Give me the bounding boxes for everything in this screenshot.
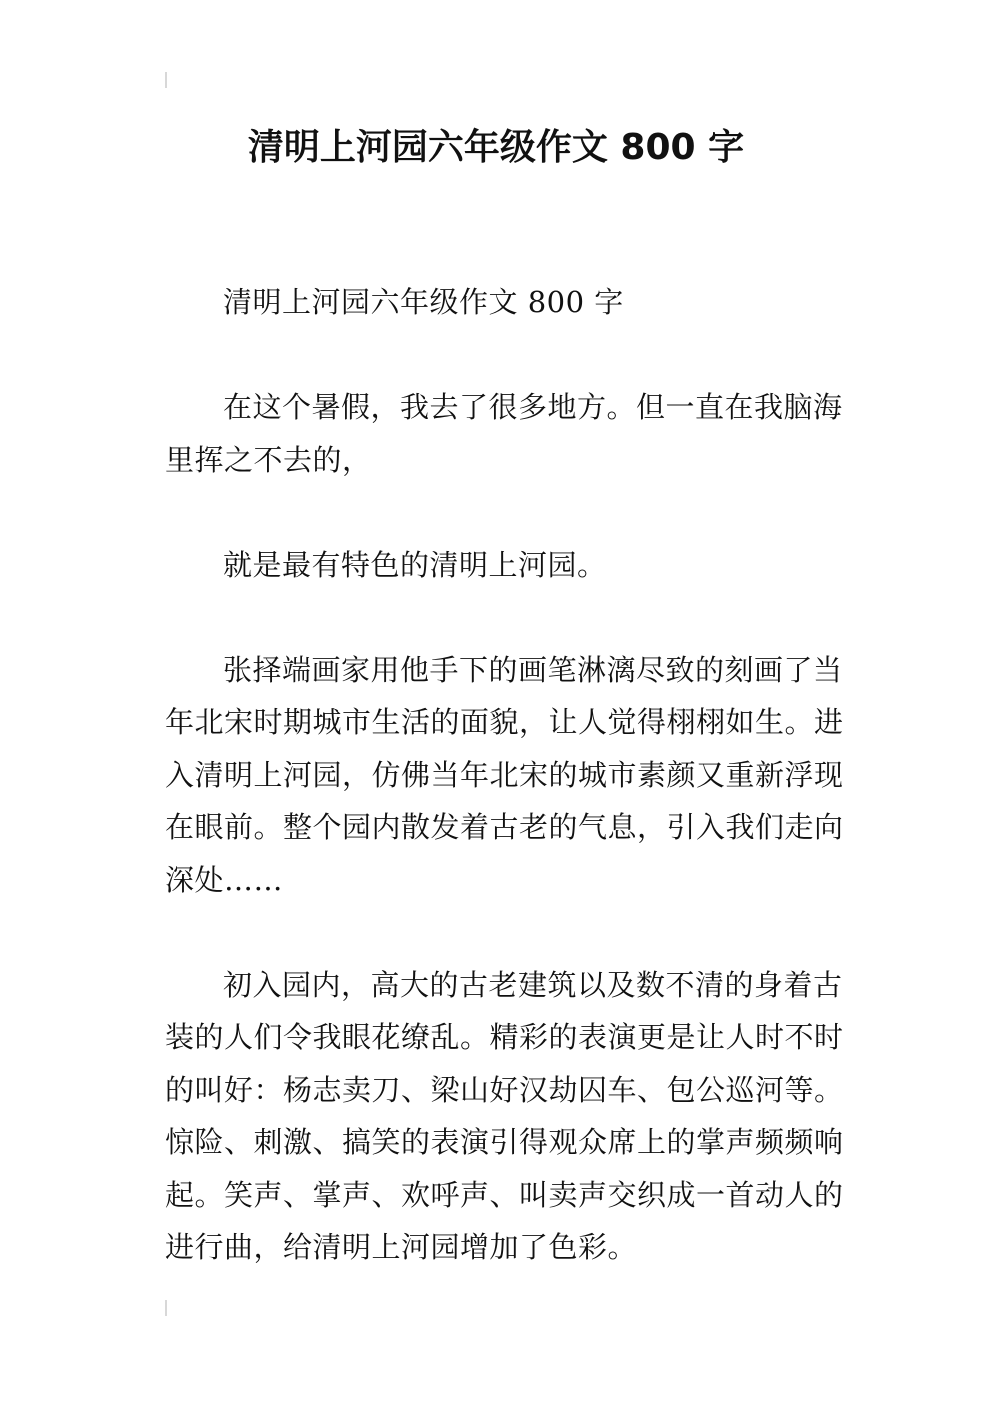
page-corner-mark-top [165, 72, 167, 88]
paragraph-subtitle: 清明上河园六年级作文 800 字 [223, 285, 624, 319]
document-title: 清明上河园六年级作文 800 字 [247, 127, 745, 168]
document-body [165, 276, 845, 1274]
paragraph-4: 初入园内，高大的古老建筑以及数不清的身着古装的人们令我眼花缭乱。精彩的表演更是让人时不时的叫好：杨志卖刀、梁山好汉劫囚车、包公巡河等。惊险、刺激、搞笑的表演引得观众席上的掌声频频响起。笑声、掌声、欢呼声、叫卖声交织成一首动人的进行曲，给清明上河园增加了色彩。 [165, 967, 844, 1264]
paragraph-1: 在这个暑假，我去了很多地方。但一直在我脑海里挥之不去的， [165, 390, 843, 477]
page-corner-mark-bottom [165, 1300, 167, 1316]
paragraph-2: 就是最有特色的清明上河园。 [223, 547, 607, 582]
paragraph-3: 张择端画家用他手下的画笔淋漓尽致的刻画了当年北宋时期城市生活的面貌，让人觉得栩栩如生。进入清明上河园，仿佛当年北宋的城市素颜又重新浮现在眼前。整个园内散发着古老的气息，引入我们走向深处…… [165, 652, 844, 897]
